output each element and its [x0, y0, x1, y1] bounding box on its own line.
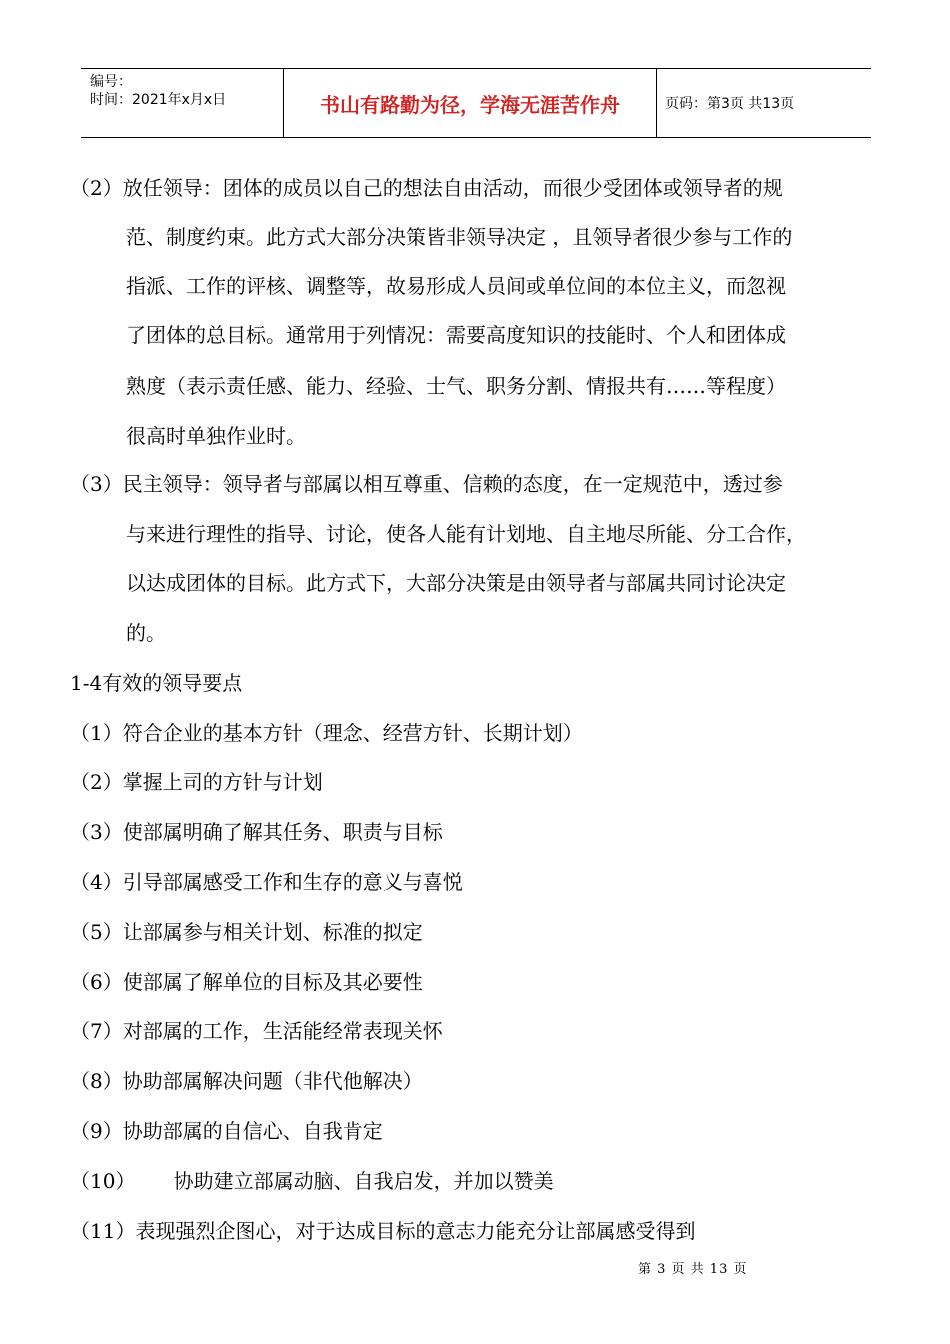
document-number-label: 编号： — [90, 74, 132, 90]
list-item: （11）表现强烈企图心，对于达成目标的意志力能充分让部属感受得到 — [70, 1219, 696, 1243]
list-item: （8）协助部属解决问题（非代他解决） — [70, 1069, 423, 1093]
list-item: （10） 协助建立部属动脑、自我启发，并加以赞美 — [70, 1169, 554, 1193]
header-page-number: 页码：第3页 共13页 — [665, 96, 795, 112]
section-heading: 1-4有效的领导要点 — [70, 671, 243, 695]
paragraph-line: 与来进行理性的指导、讨论，使各人能有计划地、自主地尽所能、分工合作， — [126, 522, 806, 546]
paragraph-line: 熟度（表示责任感、能力、经验、士气、职务分割、情报共有……等程度） — [126, 374, 786, 398]
list-item: （6）使部属了解单位的目标及其必要性 — [70, 970, 423, 994]
list-item: （3）使部属明确了解其任务、职责与目标 — [70, 820, 443, 844]
page-footer: 第 3 页 共 13 页 — [638, 1262, 748, 1277]
paragraph-line: （3）民主领导：领导者与部属以相互尊重、信赖的态度，在一定规范中，透过参 — [70, 472, 783, 496]
paragraph-line: 指派、工作的评核、调整等，故易形成人员间或单位间的本位主义，而忽视 — [126, 274, 786, 298]
list-item: （1）符合企业的基本方针（理念、经营方针、长期计划） — [70, 721, 583, 745]
list-item: （4）引导部属感受工作和生存的意义与喜悦 — [70, 870, 463, 894]
header-motto: 书山有路勤为径，学海无涯苦作舟 — [284, 69, 657, 137]
list-item: （5）让部属参与相关计划、标准的拟定 — [70, 920, 423, 944]
header-info-cell — [81, 69, 284, 137]
list-item: （9）协助部属的自信心、自我肯定 — [70, 1119, 383, 1143]
paragraph-line: 很高时单独作业时。 — [126, 424, 306, 448]
paragraph-line: （2）放任领导：团体的成员以自己的想法自由活动，而很少受团体或领导者的规 — [70, 176, 783, 200]
paragraph-line: 以达成团体的目标。此方式下，大部分决策是由领导者与部属共同讨论决定 — [126, 571, 786, 595]
paragraph-line: 了团体的总目标。通常用于列情况：需要高度知识的技能时、个人和团体成 — [126, 323, 786, 347]
document-date-label: 时间：2021年x月x日 — [90, 92, 227, 108]
list-item: （7）对部属的工作，生活能经常表现关怀 — [70, 1019, 443, 1043]
page-header — [81, 68, 871, 138]
paragraph-line: 的。 — [126, 621, 166, 645]
list-item: （2）掌握上司的方针与计划 — [70, 770, 323, 794]
paragraph-line: 范、制度约束。此方式大部分决策皆非领导决定 ，且领导者很少参与工作的 — [126, 225, 793, 249]
